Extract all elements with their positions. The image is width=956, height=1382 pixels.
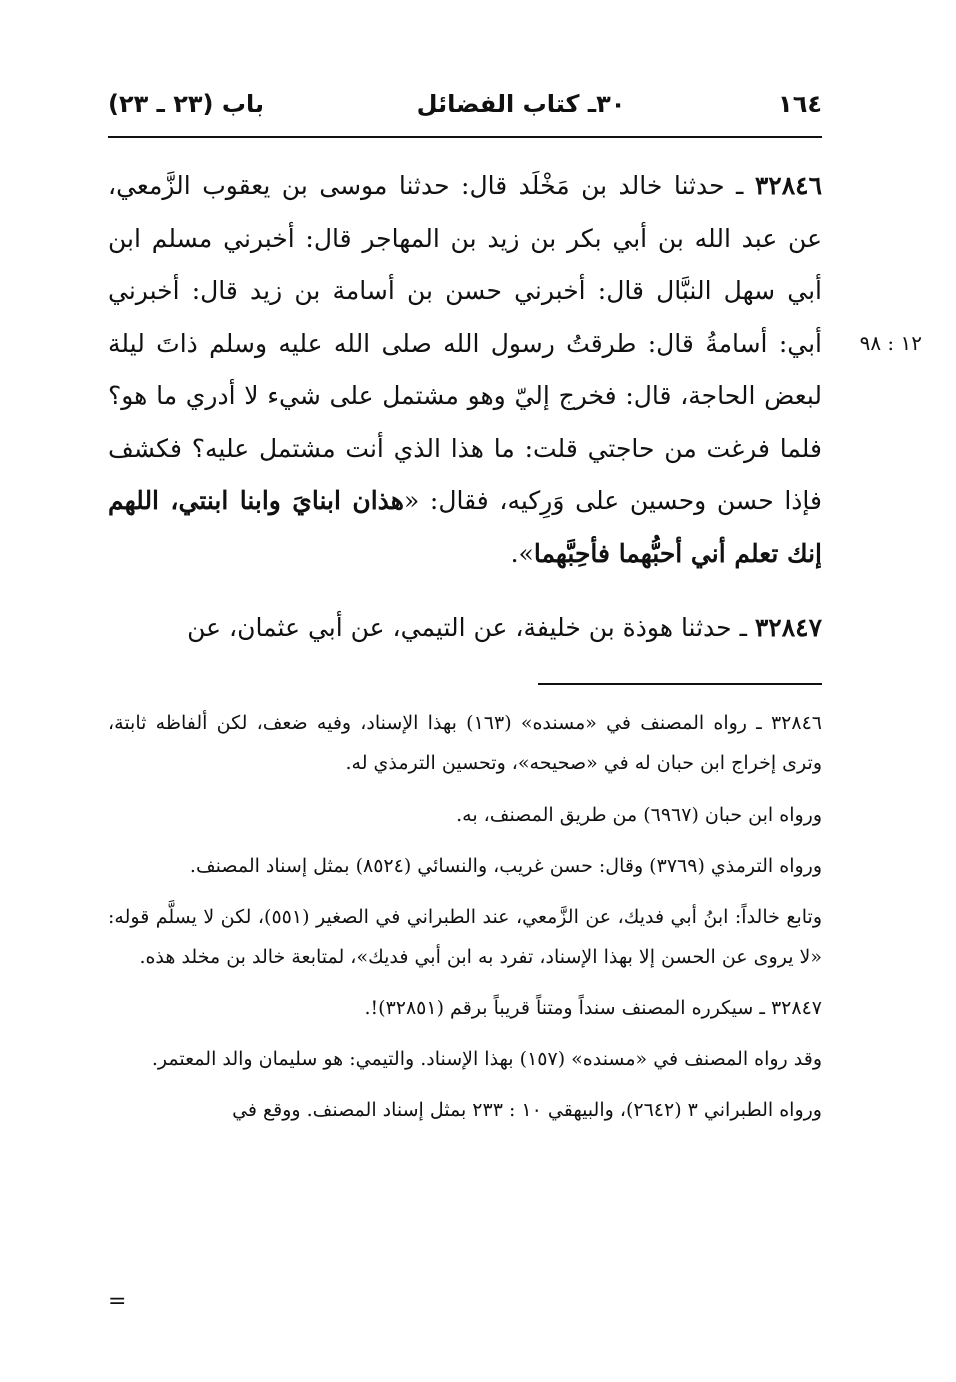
continuation-mark: = (108, 1289, 127, 1314)
footnote-paragraph (108, 703, 822, 783)
main-text (108, 160, 822, 655)
footnote-divider (538, 683, 822, 685)
hadith-text: ـ حدثنا هوذة بن خليفة، عن التيمي، عن أبي عثمان، عن (187, 613, 755, 642)
hadith-paragraph (108, 160, 822, 580)
hadith-text: ـ حدثنا خالد بن مَخْلَد قال: حدثنا موسى بن يعقوب الزَّمعي، عن عبد الله بن أبي بكر بن زيد بن المهاجر قال: أخبرني مسلم ابن أبي سهل النبَّال قال: أخبرني حسن بن أسامة بن زيد قال: أخبرني أبي: أسامةُ قال: طرقتُ رسول الله صلى الله عليه وسلم ذاتَ ليلة لبعض الحاجة، قال: فخرج إليّ وهو مشتمل على شيء لا أدري ما هو؟ فلما فرغت من حاجتي قلت: ما هذا الذي أنت مشتمل عليه؟ فكشف فإذا حسن وحسين على وَرِكيه، فقال: « (108, 171, 822, 515)
page-number: ١٦٤ (778, 90, 822, 118)
hadith-number: ٣٢٨٤٦ (754, 171, 822, 200)
book-title: ٣٠ـ كتاب الفضائل (416, 90, 626, 118)
chapter-label: باب (٢٣ ـ ٢٣) (108, 90, 264, 118)
footnote-paragraph: ورواه الطبراني ٣ (٢٦٤٢)، والبيهقي ١٠ : ٢٣٣ بمثل إسناد المصنف. ووقع في (232, 1099, 822, 1121)
footnote-paragraph: وتابع خالداً: ابنُ أبي فديك، عن الزَّمعي، عند الطبراني في الصغير (٥٥١)، لكن لا يسلَّم قوله: «لا يروى عن الحسن إلا بهذا الإسناد، تفرد به ابن أبي فديك»، لمتابعة خالد بن مخلد هذه. (108, 906, 823, 968)
footnote-number: ٣٢٨٤٧ (770, 997, 822, 1019)
footnote-paragraph: وقد رواه المصنف في «مسنده» (١٥٧) بهذا الإسناد. والتيمي: هو سليمان والد المعتمر. (151, 1048, 822, 1070)
footnote-paragraph: ورواه الترمذي (٣٧٦٩) وقال: حسن غريب، والنسائي (٨٥٢٤) بمثل إسناد المصنف. (189, 855, 822, 877)
footnote-paragraph (108, 988, 822, 1028)
footnote-paragraph: ورواه ابن حبان (٦٩٦٧) من طريق المصنف، به. (456, 804, 822, 826)
quote-closing: ». (510, 538, 534, 568)
hadith-paragraph (108, 602, 822, 655)
footnote-text: ـ سيكرره المصنف سنداً ومتناً قريباً برقم (٣٢٨٥١)!. (364, 997, 771, 1019)
margin-reference: ١٢ : ٩٨ (859, 331, 922, 355)
hadith-number: ٣٢٨٤٧ (754, 613, 822, 642)
prophetic-quote: هذان ابنايَ وابنا ابنتي، اللهم إنك تعلم أني أحبُّهما فأحِبَّهما (108, 486, 822, 568)
footnote-number: ٣٢٨٤٦ (770, 712, 822, 734)
header-divider (108, 136, 822, 138)
running-header (108, 84, 822, 124)
footnotes (108, 703, 822, 1141)
footnote-text: ـ رواه المصنف في «مسنده» (١٦٣) بهذا الإسناد، وفيه ضعف، لكن ألفاظه ثابتة، وترى إخراج ابن حبان له في «صحيحه»، وتحسين الترمذي له. (108, 712, 822, 774)
